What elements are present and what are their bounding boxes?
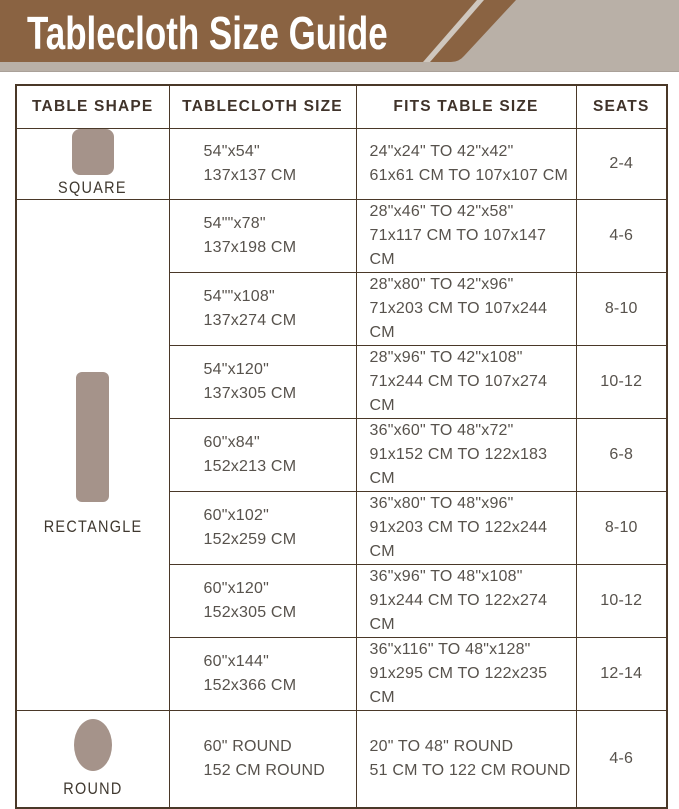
cloth-size-cm: 137x137 CM [203,166,297,184]
table-row [16,128,667,199]
shape-label-square: SQUARE [58,178,128,197]
shape-cell-square [16,128,169,199]
column-header-tablecloth-size: TABLECLOTH SIZE [169,85,356,128]
column-header-seats: SEATS [576,85,667,128]
cloth-size-inches: 54""x108" [203,287,275,305]
seats-cell: 10-12 [576,564,667,637]
tablecloth-size-cell [169,418,356,491]
fits-size-inches: 36"x60" TO 48"x72" [369,421,514,439]
fits-size-cm: 71x203 CM TO 107x244 CM [369,299,548,341]
shape-label-rectangle: RECTANGLE [43,517,143,536]
square-icon [72,129,114,175]
seats-cell: 10-12 [576,345,667,418]
fits-size-cell [356,637,576,710]
fits-size-cell [356,710,576,808]
cloth-size-cm: 137x274 CM [203,311,297,329]
fits-size-cell [356,491,576,564]
fits-size-cm: 61x61 CM TO 107x107 CM [369,166,569,184]
column-header-fits-table-size: FITS TABLE SIZE [356,85,576,128]
cloth-size-inches: 60" ROUND [203,737,292,755]
fits-size-cell [356,272,576,345]
fits-size-inches: 36"x116" TO 48"x128" [369,640,531,658]
circle-icon [74,719,112,771]
seats-cell: 6-8 [576,418,667,491]
tablecloth-size-cell [169,710,356,808]
cloth-size-cm: 152x259 CM [203,530,297,548]
size-guide-table [15,84,668,809]
tablecloth-size-cell [169,491,356,564]
tablecloth-size-cell [169,345,356,418]
fits-size-cell [356,345,576,418]
cloth-size-inches: 54""x78" [203,214,266,232]
fits-size-cm: 51 CM TO 122 CM ROUND [369,761,571,779]
fits-size-cm: 71x117 CM TO 107x147 CM [369,226,547,268]
table-header-row [16,85,667,128]
seats-cell: 4-6 [576,710,667,808]
cloth-size-cm: 137x198 CM [203,238,297,256]
fits-size-inches: 28"x46" TO 42"x58" [369,202,514,220]
fits-size-inches: 20" TO 48" ROUND [369,737,514,755]
shape-cell-rectangle [16,199,169,710]
tablecloth-size-cell [169,272,356,345]
cloth-size-inches: 60"x144" [203,652,269,670]
shape-cell-round [16,710,169,808]
fits-size-inches: 36"x80" TO 48"x96" [369,494,514,512]
cloth-size-cm: 152x305 CM [203,603,297,621]
cloth-size-cm: 152x366 CM [203,676,297,694]
seats-cell: 4-6 [576,199,667,272]
cloth-size-inches: 60"x102" [203,506,269,524]
fits-size-inches: 28"x80" TO 42"x96" [369,275,514,293]
cloth-size-inches: 54"x54" [203,142,260,160]
fits-size-cell [356,418,576,491]
tablecloth-size-cell [169,199,356,272]
fits-size-inches: 24"x24" TO 42"x42" [369,142,514,160]
fits-size-cm: 91x295 CM TO 122x235 CM [369,664,548,706]
title-banner [0,0,679,72]
seats-cell: 2-4 [576,128,667,199]
fits-size-cell [356,564,576,637]
cloth-size-cm: 152 CM ROUND [203,761,326,779]
table-row [16,710,667,808]
rectangle-icon [76,372,109,502]
page-title: Tablecloth Size Guide [27,7,388,59]
fits-size-cm: 91x152 CM TO 122x183 CM [369,445,548,487]
cloth-size-inches: 60"x120" [203,579,269,597]
fits-size-cm: 71x244 CM TO 107x274 CM [369,372,548,414]
column-header-table-shape: TABLE SHAPE [16,85,169,128]
shape-label-round: ROUND [63,778,123,798]
fits-size-cm: 91x244 CM TO 122x274 CM [369,591,548,633]
tablecloth-size-cell [169,564,356,637]
fits-size-cell [356,128,576,199]
fits-size-cm: 91x203 CM TO 122x244 CM [369,518,548,560]
seats-cell: 12-14 [576,637,667,710]
table-row [16,199,667,272]
fits-size-inches: 36"x96" TO 48"x108" [369,567,523,585]
cloth-size-cm: 137x305 CM [203,384,297,402]
seats-cell: 8-10 [576,272,667,345]
seats-cell: 8-10 [576,491,667,564]
fits-size-inches: 28"x96" TO 42"x108" [369,348,523,366]
fits-size-cell [356,199,576,272]
cloth-size-inches: 60"x84" [203,433,260,451]
tablecloth-size-cell [169,637,356,710]
cloth-size-cm: 152x213 CM [203,457,297,475]
tablecloth-size-cell [169,128,356,199]
cloth-size-inches: 54"x120" [203,360,269,378]
